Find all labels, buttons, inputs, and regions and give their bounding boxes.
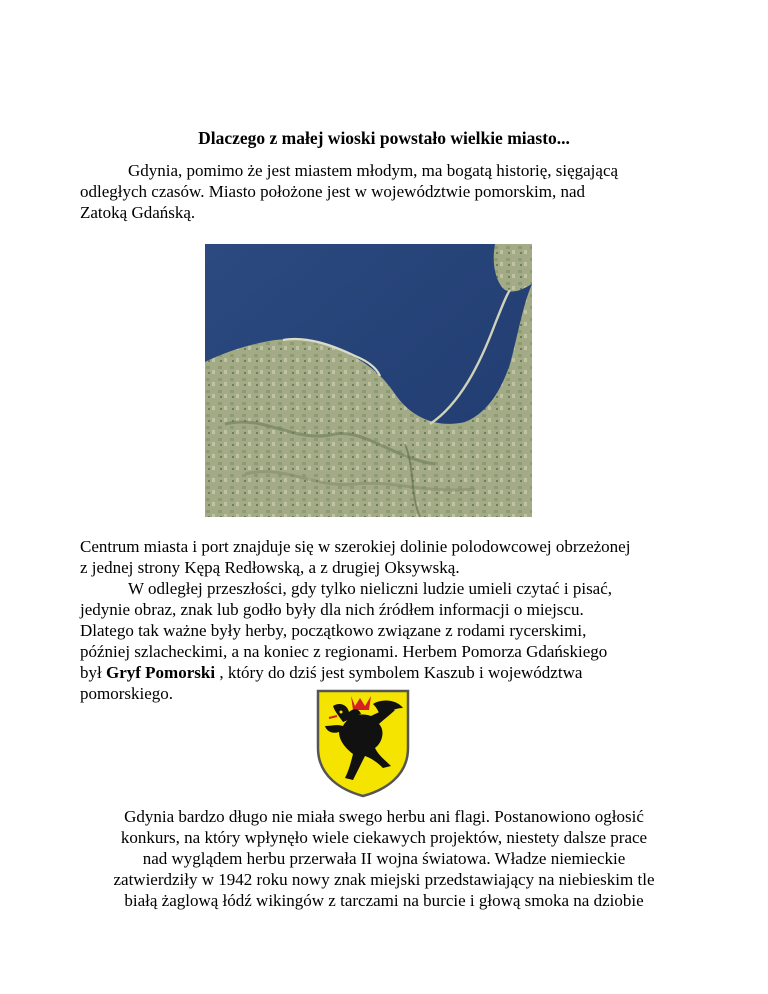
satellite-map-image <box>205 244 532 517</box>
text-line: Zatoką Gdańską. <box>80 203 196 222</box>
text-line: Dlatego tak ważne były herby, początkowo związane z rodami rycerskimi, <box>80 621 587 640</box>
text-line: zatwierdziły w 1942 roku nowy znak miejski przedstawiający na niebieskim tle <box>113 870 655 889</box>
intro-paragraph <box>80 160 690 223</box>
text-line: odległych czasów. Miasto położone jest w województwie pomorskim, nad <box>80 182 586 201</box>
paragraph-2 <box>80 536 690 578</box>
text-line: jedynie obraz, znak lub godło były dla nich źródłem informacji o miejscu. <box>80 600 584 619</box>
text-fragment: , który do dziś jest symbolem Kaszub i województwa <box>215 663 583 682</box>
text-line: Centrum miasta i port znajduje się w szerokiej dolinie polodowcowej obrzeżonej <box>80 537 631 556</box>
text-line: białą żaglową łódź wikingów z tarczami na burcie i głową smoka na dziobie <box>124 891 644 910</box>
text-line: Gdynia bardzo długo nie miała swego herbu ani flagi. Postanowiono ogłosić <box>124 807 644 826</box>
bold-term: Gryf Pomorski <box>105 663 216 682</box>
text-line: nad wyglądem herbu przerwała II wojna światowa. Władze niemieckie <box>142 849 626 868</box>
text-line: konkurs, na który wpłynęło wiele ciekawych projektów, niestety dalsze prace <box>120 828 648 847</box>
text-line: pomorskiego. <box>80 684 174 703</box>
text-line <box>80 662 690 683</box>
text-line: Gdynia, pomimo że jest miastem młodym, ma bogatą historię, sięgającą <box>128 161 619 180</box>
griffin-crest-image <box>313 686 413 798</box>
paragraph-4 <box>64 806 704 911</box>
text-fragment: był <box>80 663 106 682</box>
text-line: W odległej przeszłości, gdy tylko nieliczni ludzie umieli czytać i pisać, <box>128 579 613 598</box>
page-title: Dlaczego z małej wioski powstało wielkie miasto... <box>198 128 570 148</box>
text-line: później szlacheckimi, a na koniec z regionami. Herbem Pomorza Gdańskiego <box>80 642 608 661</box>
text-line: z jednej strony Kępą Redłowską, a z drugiej Oksywską. <box>80 558 460 577</box>
